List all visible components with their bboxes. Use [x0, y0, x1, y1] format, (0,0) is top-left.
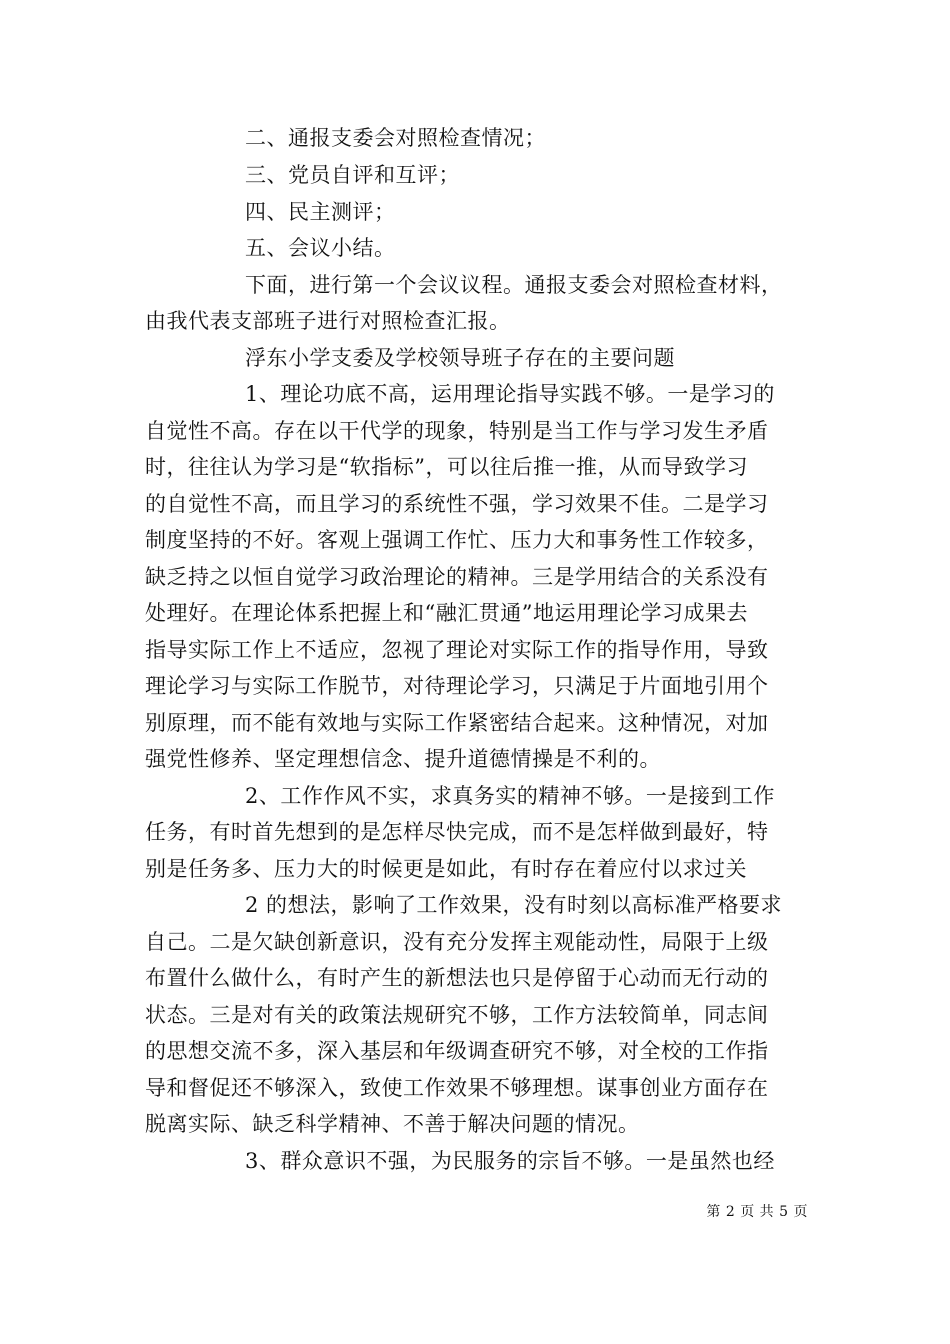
- section-heading: 浮东小学支委及学校领导班子存在的主要问题: [245, 346, 675, 370]
- text-line: 自己。二是欠缺创新意识，没有充分发挥主观能动性，局限于上级: [145, 930, 769, 954]
- text-line: 别是任务多、压力大的时候更是如此，有时存在着应付以求过关: [145, 857, 747, 881]
- text-line: 指导实际工作上不适应，忽视了理论对实际工作的指导作用，导致: [145, 638, 769, 662]
- text-line: 的思想交流不多，深入基层和年级调查研究不够，对全校的工作指: [145, 1039, 769, 1063]
- text-line: 下面，进行第一个会议议程。通报支委会对照检查材料，: [245, 273, 783, 297]
- text-line: 制度坚持的不好。客观上强调工作忙、压力大和事务性工作较多，: [145, 528, 769, 552]
- text-line: 五、会议小结。: [245, 236, 396, 260]
- text-line: 2 的想法，影响了工作效果，没有时刻以高标准严格要求: [245, 893, 783, 917]
- text-line: 的自觉性不高，而且学习的系统性不强，学习效果不佳。二是学习: [145, 492, 769, 516]
- page-number-footer: 第 2 页 共 5 页: [706, 1204, 808, 1220]
- text-line: 自觉性不高。存在以干代学的现象，特别是当工作与学习发生矛盾: [145, 419, 769, 443]
- text-line: 由我代表支部班子进行对照检查汇报。: [145, 309, 511, 333]
- text-line: 别原理，而不能有效地与实际工作紧密结合起来。这种情况，对加: [145, 711, 769, 735]
- text-line: 脱离实际、缺乏科学精神、不善于解决问题的情况。: [145, 1112, 640, 1136]
- text-line: 布置什么做什么，有时产生的新想法也只是停留于心动而无行动的: [145, 966, 769, 990]
- text-line: 任务，有时首先想到的是怎样尽快完成，而不是怎样做到最好，特: [145, 820, 769, 844]
- text-line: 时，往往认为学习是“软指标”，可以往后推一推，从而导致学习: [145, 455, 748, 479]
- text-line: 导和督促还不够深入，致使工作效果不够理想。谋事创业方面存在: [145, 1076, 769, 1100]
- text-line: 状态。三是对有关的政策法规研究不够，工作方法较简单，同志间: [145, 1003, 769, 1027]
- text-line: 3、群众意识不强，为民服务的宗旨不够。一是虽然也经: [245, 1149, 775, 1173]
- text-line: 强党性修养、坚定理想信念、提升道德情操是不利的。: [145, 747, 661, 771]
- text-line: 理论学习与实际工作脱节，对待理论学习，只满足于片面地引用个: [145, 674, 769, 698]
- text-line: 2、工作作风不实，求真务实的精神不够。一是接到工作: [245, 784, 775, 808]
- text-line: 1、理论功底不高，运用理论指导实践不够。一是学习的: [245, 382, 775, 406]
- text-line: 二、通报支委会对照检查情况；: [245, 126, 546, 150]
- text-line: 处理好。在理论体系把握上和“融汇贯通”地运用理论学习成果去: [145, 601, 748, 625]
- text-line: 缺乏持之以恒自觉学习政治理论的精神。三是学用结合的关系没有: [145, 565, 769, 589]
- text-line: 四、民主测评；: [245, 200, 396, 224]
- text-line: 三、党员自评和互评；: [245, 163, 460, 187]
